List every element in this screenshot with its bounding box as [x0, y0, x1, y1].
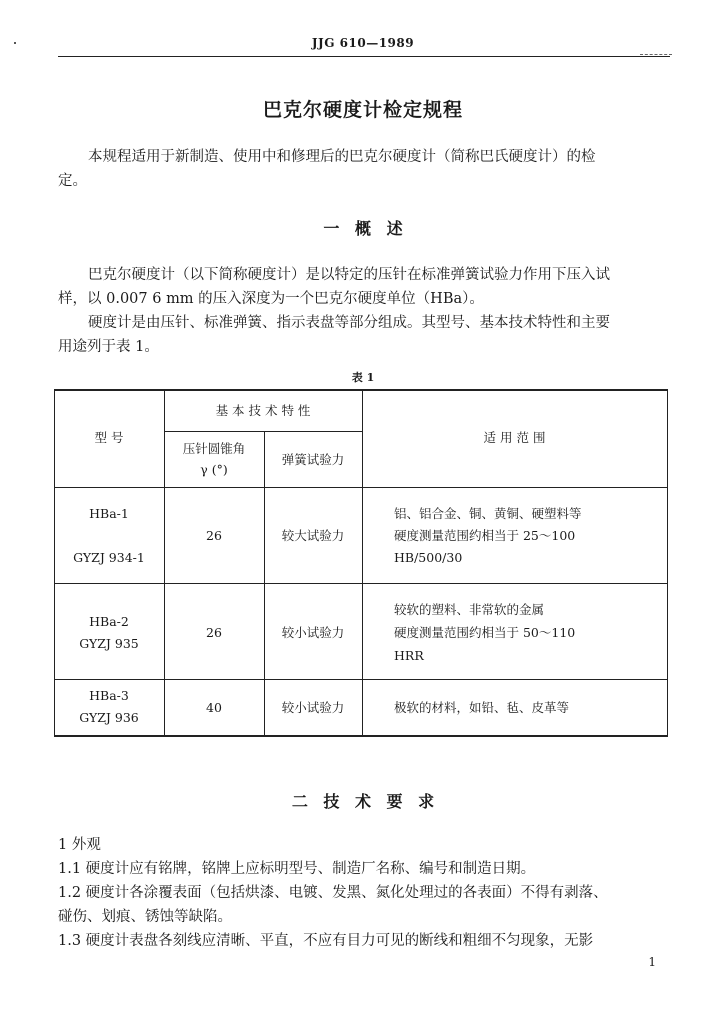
header-model: 型 号: [94, 430, 124, 445]
row2-usage-line2: 硬度测量范围约相当于 50～110: [394, 625, 576, 640]
table-row-rule-1: [54, 583, 668, 584]
header-cone-angle: 压针圆锥角: [182, 441, 246, 456]
row3-model-line2: GYZJ 936: [79, 710, 139, 725]
row1-model-line1: HBa-1: [89, 506, 129, 521]
item-1-heading: 1 外观: [58, 837, 101, 853]
row2-force: 较小试验力: [281, 625, 345, 640]
row1-model-line2: GYZJ 934-1: [73, 550, 145, 565]
header-spring-force: 弹簧试验力: [281, 452, 345, 467]
row1-usage-line2: 硬度测量范围约相当于 25～100: [394, 528, 576, 543]
table-col-rule-2: [264, 431, 265, 737]
row2-model-line1: HBa-2: [89, 614, 129, 629]
section-1-heading: 一 概 述: [323, 219, 403, 238]
section-2-heading: 二 技 术 要 求: [291, 792, 435, 811]
item-1-1: 1.1 硬度计应有铭牌，铭牌上应标明型号、制造厂名称、编号和制造日期。: [58, 861, 536, 877]
header-usage: 适 用 范 围: [483, 430, 546, 445]
table-row-rule-2: [54, 679, 668, 680]
page-number: 1: [648, 955, 656, 969]
header-dash: [640, 54, 672, 55]
item-1-2-line2: 碰伤、划痕、锈蚀等缺陷。: [58, 909, 232, 925]
para2-line-2: 用途列于表 1。: [58, 339, 159, 355]
row1-angle: 26: [206, 528, 222, 543]
header-cone-angle-unit: γ (°): [200, 462, 228, 477]
row3-angle: 40: [206, 700, 222, 715]
table-header-rule: [54, 487, 668, 488]
intro-line-2: 定。: [58, 173, 87, 189]
table-right-border: [667, 389, 668, 737]
item-1-2-line1: 1.2 硬度计各涂覆表面（包括烘漆、电镀、发黑、氮化处理过的各表面）不得有剥落、: [58, 885, 608, 901]
row2-usage-line3: HRR: [394, 648, 424, 663]
table-caption: 表 1: [351, 371, 375, 384]
row3-model-line1: HBa-3: [89, 688, 129, 703]
row2-usage-line1: 较软的塑料、非常软的金属: [394, 602, 545, 617]
header-basic-specs: 基 本 技 术 特 性: [215, 403, 311, 418]
intro-line-1: 本规程适用于新制造、使用中和修理后的巴克尔硬度计（简称巴氏硬度计）的检: [88, 149, 596, 165]
para2-line-1: 硬度计是由压针、标准弹簧、指示表盘等部分组成。其型号、基本技术特性和主要: [88, 315, 610, 331]
para1-line-2: 样，以 0.007 6 mm 的压入深度为一个巴克尔硬度单位（HBa）。: [58, 291, 484, 307]
item-1-3-line1: 1.3 硬度计表盘各刻线应清晰、平直，不应有目力可见的断线和粗细不匀现象，无影: [58, 933, 594, 949]
row1-force: 较大试验力: [281, 528, 345, 543]
table-top-rule: [54, 389, 668, 391]
row2-angle: 26: [206, 625, 222, 640]
row1-usage-line3: HB/500/30: [394, 550, 463, 565]
table-subheader-rule: [164, 431, 362, 432]
header-rule: [58, 56, 670, 57]
spec-table: [54, 389, 668, 737]
row1-usage-line1: 铝、铝合金、铜、黄铜、硬塑料等: [394, 506, 582, 521]
row3-force: 较小试验力: [281, 700, 345, 715]
row2-model-line2: GYZJ 935: [79, 636, 139, 651]
document-code: JJG 610—1989: [311, 36, 415, 50]
table-bottom-rule: [54, 735, 668, 737]
row3-usage-line1: 极软的材料，如铅、毡、皮革等: [394, 700, 570, 715]
page-title: 巴克尔硬度计检定规程: [262, 99, 463, 121]
para1-line-1: 巴克尔硬度计（以下简称硬度计）是以特定的压针在标准弹簧试验力作用下压入试: [88, 267, 610, 283]
